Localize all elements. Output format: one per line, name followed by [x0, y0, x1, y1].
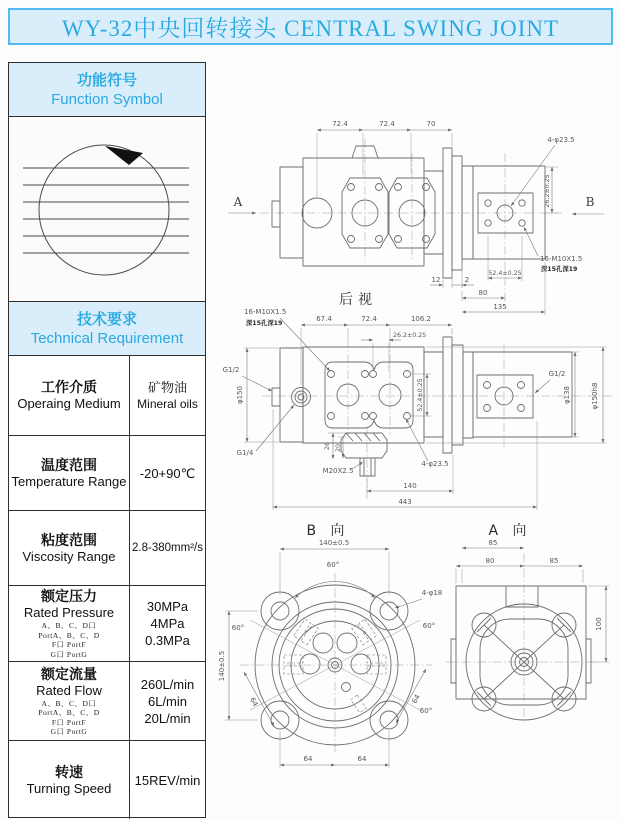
engineering-drawing — [200, 55, 621, 820]
b-view — [218, 523, 442, 768]
row-sub-label: PortA、B、C、D — [38, 630, 100, 640]
row-value: Mineral oils — [137, 396, 198, 411]
dim-label: 70 — [426, 120, 436, 128]
dim-label: 12 — [431, 276, 441, 284]
dim-label: 85 — [488, 539, 498, 547]
row-label-en: Rated Pressure — [23, 605, 115, 620]
dim-label: φ150 — [236, 386, 244, 404]
row-sub-label: F口 PortF — [51, 717, 87, 727]
row-sub-label: A、B、C、D口 — [41, 621, 97, 630]
spec-table — [8, 62, 206, 818]
section-label-a: A — [233, 195, 243, 209]
dim-label: 64 — [303, 755, 313, 763]
row-label-zh: 额定流量 — [41, 665, 97, 682]
row-label-zh: 粘度范围 — [41, 531, 97, 548]
dim-label: 64 — [357, 755, 367, 763]
port-callout-g12-right: G1/2 — [548, 370, 566, 378]
dim-label: 26.2±0.25 — [544, 174, 551, 208]
b-view-label: B 向 — [306, 523, 350, 539]
row-sub-label: A、B、C、D口 — [41, 698, 97, 708]
dim-label: 2 — [464, 276, 470, 284]
technical-requirement-header — [9, 302, 205, 356]
row-label-en: Temperature Range — [11, 473, 127, 489]
swing-joint-body-outline — [272, 146, 545, 278]
dim-label: 72.4 — [332, 120, 348, 128]
dim-label: 140±0.5 — [218, 650, 226, 682]
a-view-label: A 向 — [488, 523, 532, 539]
dim-label: 52.4±0.25 — [488, 270, 522, 277]
port-holes — [300, 633, 371, 692]
thread-callout: 16-M10X1.5 — [244, 308, 287, 316]
function-symbol-header-zh: 功能符号 — [76, 71, 137, 89]
dim-label: 67.4 — [316, 315, 332, 323]
row-label-en: Rated Flow — [36, 682, 102, 698]
row-sub-label: PortA、B、C、D — [38, 708, 100, 717]
thread-note: 深15孔深19 — [246, 320, 283, 327]
rotation-circle — [39, 145, 169, 275]
row-value: 4MPa — [150, 616, 185, 631]
angle-label: 60° — [326, 561, 340, 569]
dim-label: 26.2±0.25 — [393, 332, 427, 339]
dim-label: 140±0.5 — [318, 539, 350, 547]
dim-label: 140 — [403, 482, 417, 490]
row-sub-label: G口 PortG — [50, 727, 88, 736]
a-view — [446, 523, 609, 720]
row-value: -20+90℃ — [139, 465, 196, 481]
hole-callout: 4-φ23.5 — [547, 136, 575, 144]
port-callout-g14: G1/4 — [236, 449, 254, 457]
row-sub-label: F口 PortF — [51, 640, 87, 649]
spec-row-operating-medium — [9, 356, 205, 436]
technical-header-zh: 技术要求 — [76, 310, 137, 328]
function-symbol-drawing — [9, 117, 203, 300]
function-symbol-header — [9, 63, 205, 117]
angle-label: 60° — [419, 707, 433, 715]
dim-label: 106.2 — [410, 315, 432, 323]
spec-row-turning-speed — [9, 741, 205, 819]
row-value: 30MPa — [146, 599, 189, 614]
thread-callout-m20: M20X2.5 — [322, 467, 354, 475]
dim-label: 135 — [493, 303, 507, 311]
row-value: 6L/min — [147, 693, 188, 709]
row-label-zh: 温度范围 — [41, 456, 97, 473]
row-label-en: Turning Speed — [26, 780, 112, 796]
function-symbol-header-en: Function Symbol — [51, 90, 163, 108]
spec-row-rated-flow — [9, 662, 205, 741]
dim-label: 26 — [324, 441, 331, 451]
angle-label: 60° — [231, 624, 245, 632]
row-value: 260L/min — [140, 676, 195, 692]
hole-callout: 4-φ23.5 — [421, 460, 449, 468]
row-value: 20L/min — [144, 710, 191, 726]
row-value: 2.8-380mm²/s — [132, 541, 203, 554]
hole-callout: 4-φ18 — [421, 589, 443, 597]
angle-label: 60° — [422, 622, 436, 630]
row-sub-label: G口 PortG — [50, 649, 88, 659]
front-view — [223, 308, 612, 510]
spec-row-rated-pressure — [9, 586, 205, 662]
flow-lines — [23, 168, 189, 253]
row-label-zh: 工作介质 — [41, 379, 97, 395]
row-label-zh: 转速 — [55, 763, 83, 780]
dim-label: φ138 — [563, 386, 571, 404]
spec-row-temperature-range — [9, 436, 205, 511]
thread-note: 深15孔深19 — [541, 266, 578, 273]
dim-label: φ150h8 — [591, 382, 599, 410]
spec-row-viscosity-range — [9, 511, 205, 586]
dim-label: 64 — [248, 696, 260, 708]
thread-callout: 16-M10X1.5 — [540, 255, 583, 263]
dim-label: 100 — [595, 617, 603, 631]
page-title: WY-32中央回转接头 CENTRAL SWING JOINT — [8, 8, 613, 45]
section-label-b: B — [585, 195, 595, 209]
row-value: 矿物油 — [147, 379, 187, 395]
mount-plate — [456, 586, 586, 699]
dim-label: 85 — [549, 557, 559, 565]
dim-label: 443 — [398, 498, 412, 506]
rotation-arrow-icon — [105, 146, 143, 165]
rear-view — [228, 120, 604, 315]
dim-label: 52.4±0.25 — [417, 378, 424, 412]
dim-label: 80 — [485, 557, 495, 565]
row-value: 0.3MPa — [145, 633, 190, 648]
row-label-en: Viscosity Range — [22, 548, 116, 564]
technical-header-en: Technical Requirement — [30, 329, 184, 347]
dim-label: 64 — [410, 693, 422, 705]
rear-view-label: 后视 — [339, 292, 377, 308]
dim-label: 20 — [335, 443, 342, 453]
function-symbol-cell — [9, 117, 205, 302]
row-label-en: Operaing Medium — [17, 396, 121, 411]
dim-label: 80 — [478, 289, 488, 297]
row-label-zh: 额定压力 — [41, 588, 97, 604]
dim-label: 72.4 — [361, 315, 377, 323]
port-callout-g12-left: G1/2 — [222, 366, 240, 374]
dim-label: 72.4 — [379, 120, 395, 128]
row-value: 15REV/min — [134, 772, 201, 788]
